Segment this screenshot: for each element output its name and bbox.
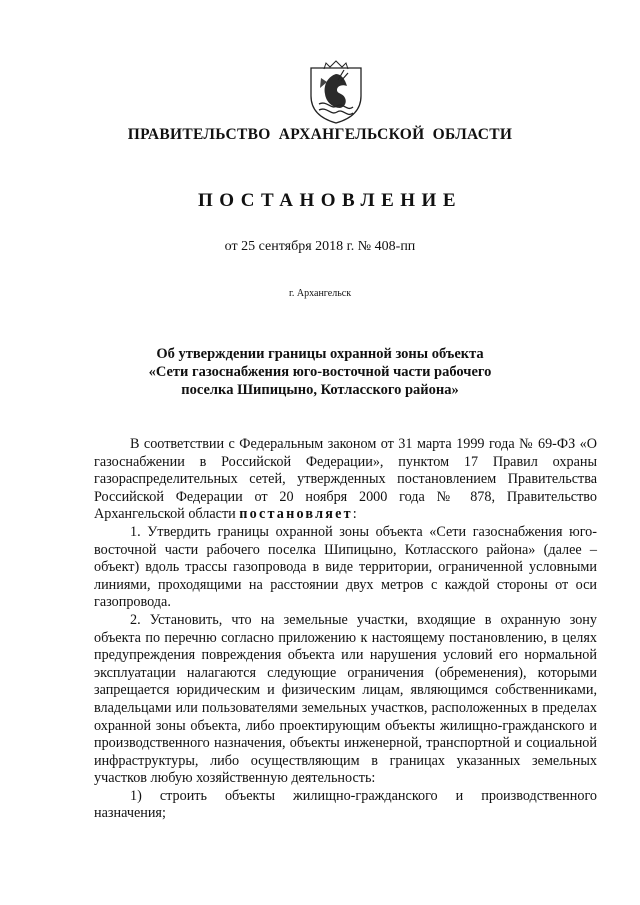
- title-line: поселка Шипицыно, Котласского района»: [181, 382, 459, 398]
- title-line: Об утверждении границы охранной зоны объекта: [156, 346, 484, 362]
- coat-of-arms-emblem-icon: [307, 60, 365, 126]
- resolves-word: постановляет: [239, 506, 353, 523]
- organization-name: ПРАВИТЕЛЬСТВО АРХАНГЕЛЬСКОЙ ОБЛАСТИ: [127, 126, 513, 143]
- document-type: ПОСТАНОВЛЕНИЕ: [197, 190, 463, 211]
- document-city: г. Архангельск: [288, 288, 352, 299]
- intro-text: В соответствии с Федеральным законом от 31 марта 1999 года № 69-ФЗ «О газоснабжении в Российской Федерации», пунктом 17 Правил охраны газораспределительных сетей, утвержденных постановлением Правительства Российской Федерации от 20 ноября 2000 года № 878, Правительство Архангельской области: [94, 436, 597, 523]
- document-title: [0, 345, 640, 399]
- title-line: «Сети газоснабжения юго-восточной части рабочего: [148, 364, 492, 380]
- paragraph-2: 2. Установить, что на земельные участки, входящие в охранную зону объекта по перечню согласно приложению к настоящему постановлению, в целях предупреждения повреждения объекта или нарушения условий его нормальной эксплуатации налагаются следующие ограничения (обременения), которыми запрещается юридическим и физическим лицам, являющимся собственниками, владельцами или пользователями земельных участков, расположенных в пределах охранной зоны объекта, либо проектирующим объекты жилищно-гражданского и производственного назначения, объекты инженерной, транспортной и социальной инфраструктуры, либо осуществляющим в границах указанных земельных участков любую хозяйственную деятельность:: [94, 611, 597, 787]
- paragraph-1: 1. Утвердить границы охранной зоны объекта «Сети газоснабжения юго-восточной части рабочего поселка Шипицыно, Котласского района» (далее – объект) вдоль трассы газопровода в виде территории, ограниченной условными линиями, проходящими на расстоянии двух метров с каждой стороны от оси газопровода.: [94, 523, 597, 611]
- intro-paragraph: [94, 436, 597, 524]
- document-body: [94, 436, 597, 823]
- document-date-number: от 25 сентября 2018 г. № 408-пп: [224, 239, 416, 254]
- resolves-suffix: :: [352, 506, 357, 523]
- paragraph-2-item-1: 1) строить объекты жилищно-гражданского и производственного назначения;: [94, 787, 597, 822]
